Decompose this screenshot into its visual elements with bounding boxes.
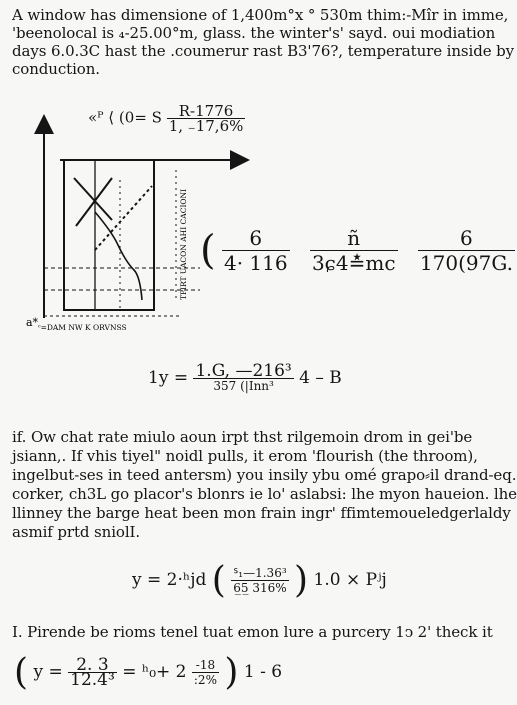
text-line: conduction.	[12, 60, 100, 78]
formula-prefix: «ᴾ ⟨ (0= S	[88, 108, 162, 127]
side-fraction-row	[200, 226, 515, 275]
equation-1	[148, 361, 342, 393]
open-paren: (	[14, 652, 29, 693]
text-line: if. Ow chat rate miulo aoun irpt thst rilgemoin drom in gei'be	[12, 428, 473, 446]
equation-middle: = ʰ₀+ 2	[122, 662, 187, 682]
text-line: llinney the barge heat been mon frain ingr' ffimtemoueledgerlaldy	[12, 504, 511, 522]
fraction-denominator: 6̲5̲ 316%	[233, 581, 287, 595]
equation-2	[132, 560, 387, 601]
fraction-denominator: 12.4³	[70, 670, 115, 690]
equation-3	[14, 652, 282, 693]
equation-fraction	[193, 361, 293, 393]
side-fraction	[418, 226, 515, 275]
equation-lhs: y =	[33, 662, 63, 682]
fraction-numerator: ᔆ₁—1.36³	[233, 566, 287, 580]
fraction-denominator: 170(97G.	[419, 251, 513, 275]
side-fraction	[222, 226, 290, 275]
text-line: asmif prtd sniolI.	[12, 523, 141, 541]
fraction-numerator: R-1776	[167, 104, 246, 119]
corner-label: a*	[26, 316, 39, 329]
text-line: corker, ch3L go placor's blonrs ie lo' aslabsi: lhe myon haueion. lhe	[12, 485, 517, 503]
equation-fraction	[231, 566, 288, 595]
equation-rhs: 1.0 × Pʲj	[313, 570, 387, 590]
temperature-curve	[95, 212, 142, 300]
text-line: ingelbut-ses in teed antersm) you insily ybu omé grapo⸗il drand-eq.	[12, 466, 517, 484]
fraction-numerator: 6	[249, 226, 263, 250]
text-line: jsiann,. If vhis tiyel" noidl pulls, it erom 'flourish (the throom),	[12, 447, 478, 465]
fraction-numerator: 2. 3	[68, 658, 117, 673]
equation-lhs: 1y =	[148, 368, 189, 388]
equation-fraction	[192, 658, 219, 687]
equation-rhs: 4 – B	[299, 368, 342, 388]
fraction-denominator: 3ɕ4≛mc	[311, 251, 396, 275]
fraction-denominator: 1, ₋17,6%	[168, 117, 244, 135]
fraction-numerator: ñ	[347, 226, 361, 250]
fraction-denominator: :2%	[193, 673, 217, 687]
equation-fraction	[68, 655, 117, 690]
equation-rhs: 1 - 6	[243, 662, 283, 682]
fraction-denominator: 4· 116	[223, 251, 288, 275]
close-paren: )	[224, 652, 239, 693]
text-line: I. Pirende be rioms tenel tuat emon lure a purcery 1ↄ 2' theck it	[12, 623, 493, 641]
fraction-numerator: 6	[460, 226, 473, 250]
text-line: days 6.0.3C hast the .coumerur rast B3'76?, temperature inside by	[12, 42, 515, 60]
open-paren: (	[211, 560, 226, 601]
closing-paragraph	[12, 623, 493, 641]
fraction-denominator: 357 (|Inn³	[213, 379, 274, 393]
dotted-diagonal	[95, 186, 152, 250]
bottom-axis-label: ᶜ=DAM NW K ORVNSS	[38, 323, 127, 332]
body-paragraph	[12, 428, 517, 542]
side-fraction	[310, 226, 398, 275]
fraction-numerator: 1.G, —216³	[195, 361, 292, 381]
text-line: A window has dimensione of 1,400m°x ° 530m thim:-Mîr in imme,	[12, 6, 509, 24]
text-line: 'beenolocal is ₄-25.00°m, glass. the winter's' sayd. oui modiation	[12, 24, 496, 42]
close-paren: )	[294, 560, 309, 601]
vertical-axis-label: TPIRT UACON AHI CACIONI	[179, 188, 188, 300]
equation-lhs: y = 2·ʰjd	[132, 570, 207, 590]
open-paren: (	[200, 227, 216, 274]
fraction-numerator: -18	[192, 658, 219, 673]
